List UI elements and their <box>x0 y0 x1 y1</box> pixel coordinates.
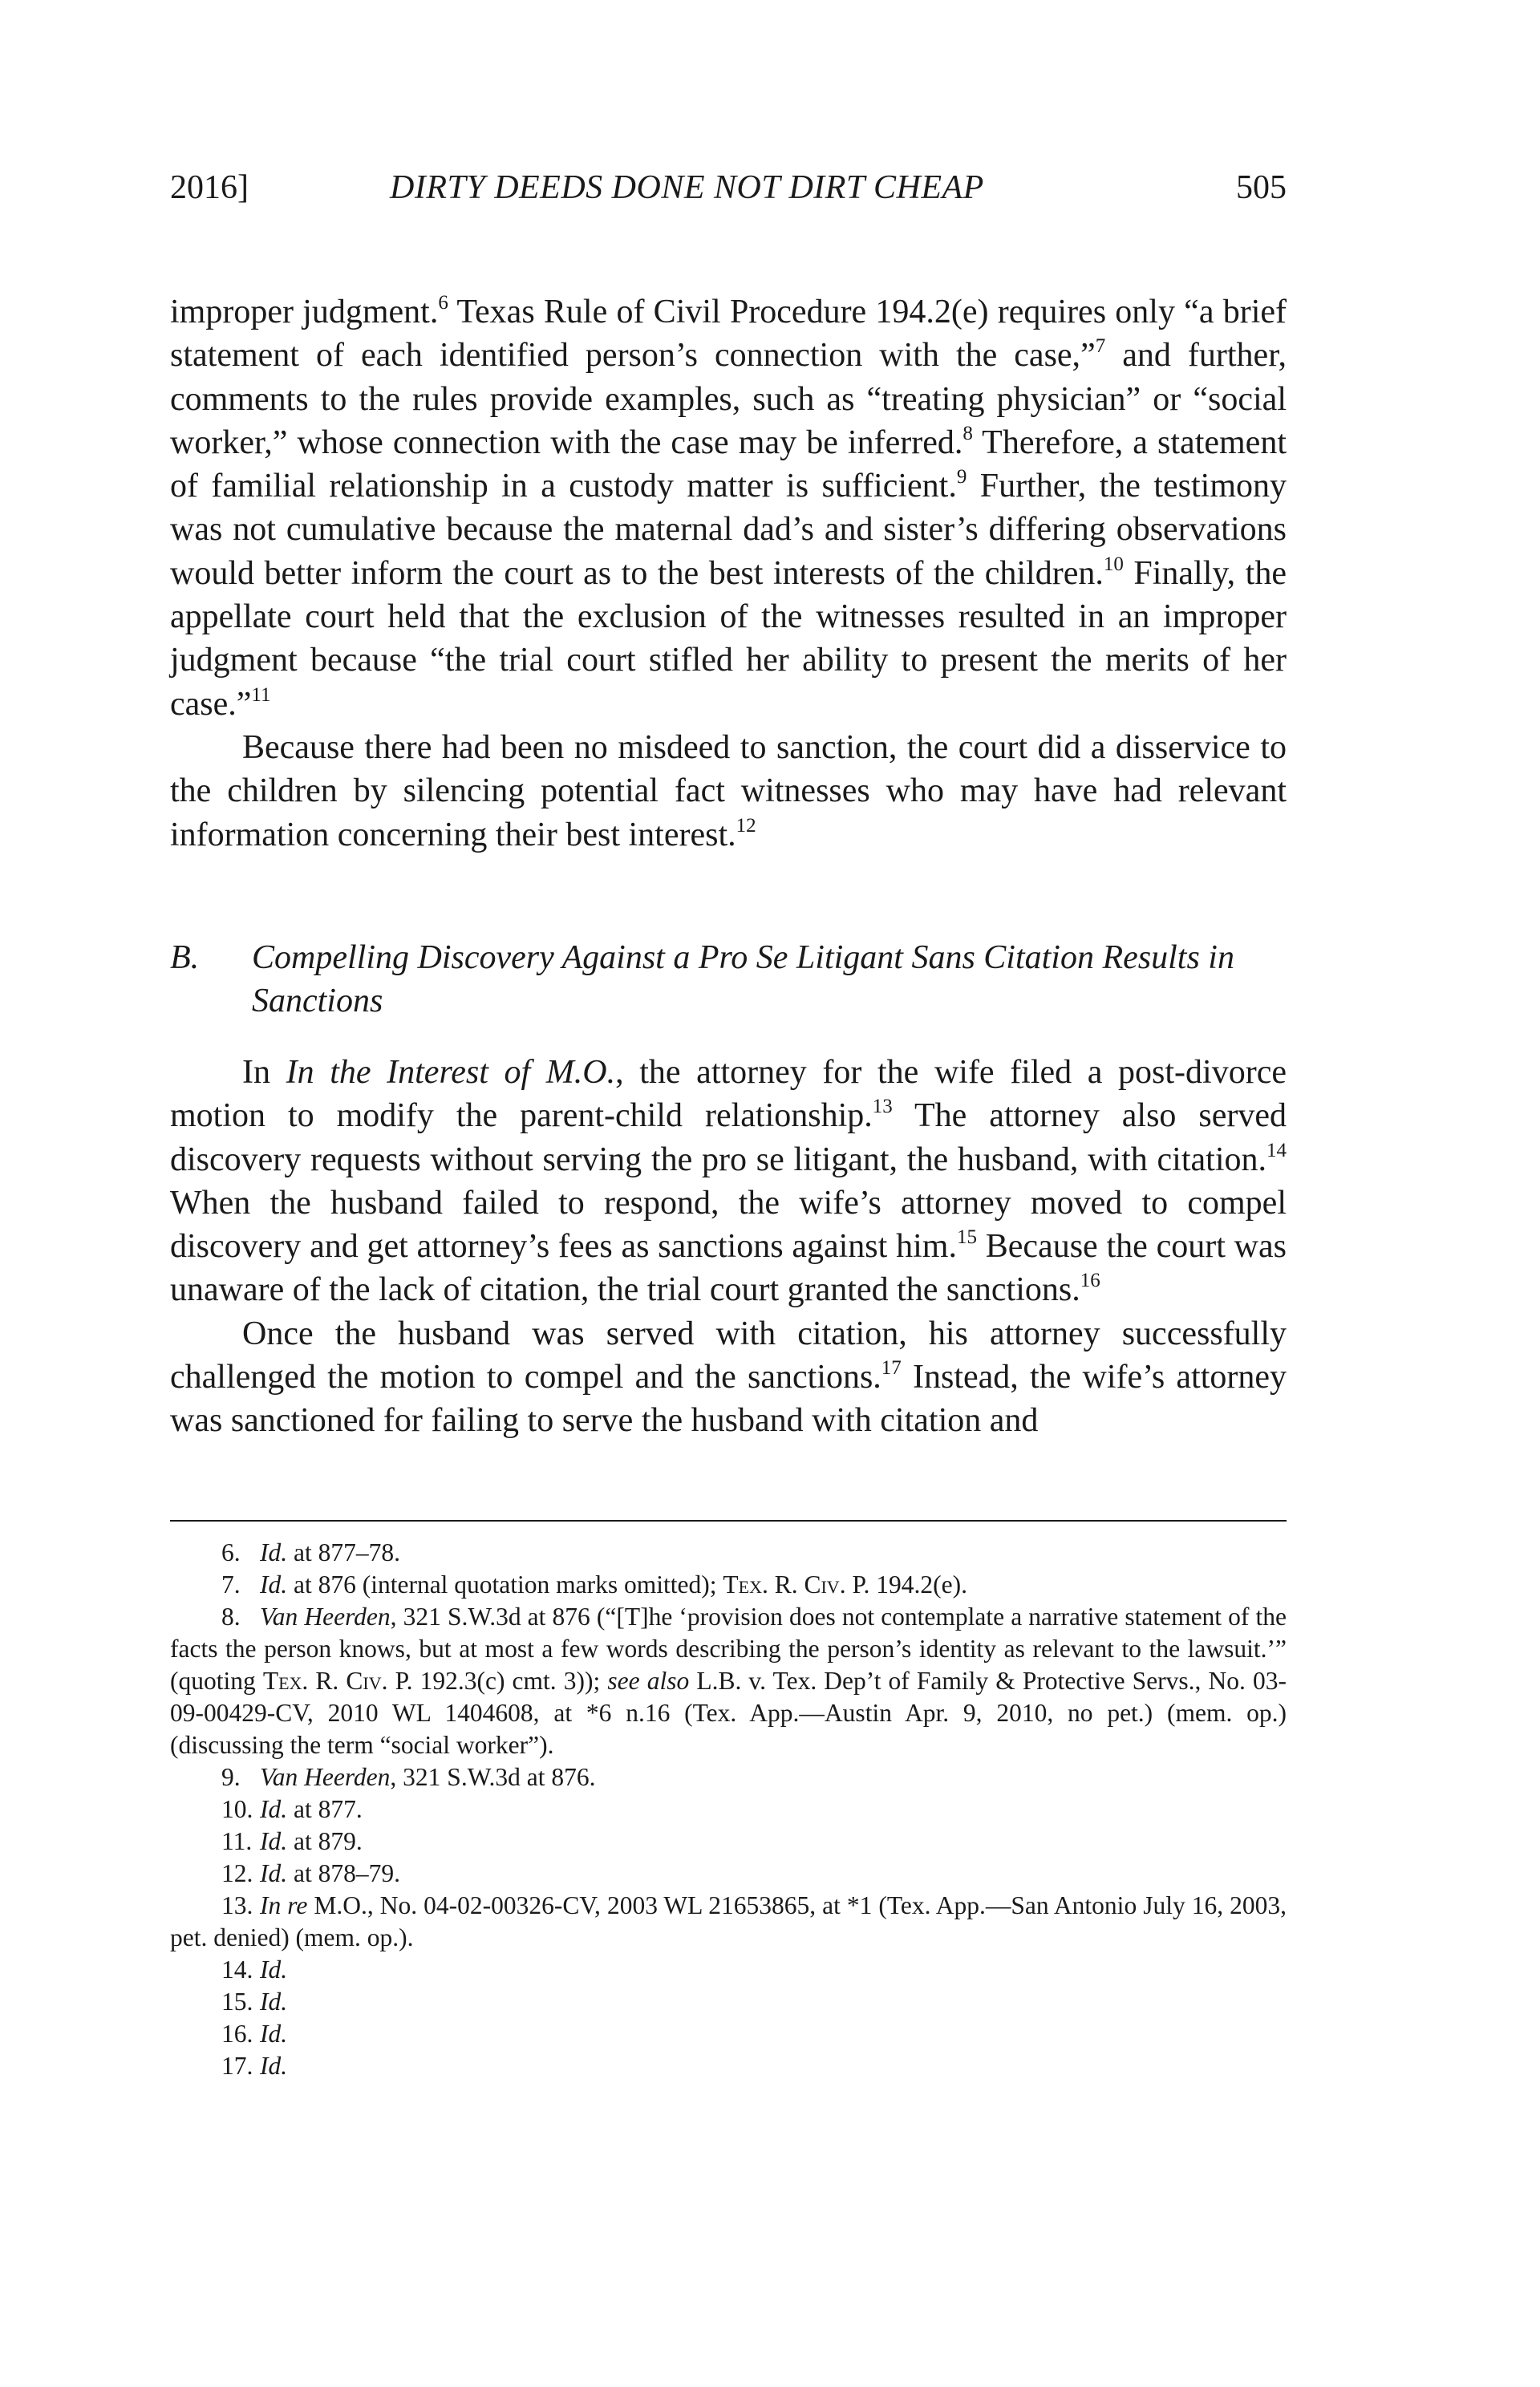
footnote-ref-9[interactable]: 9 <box>956 466 967 488</box>
footnote-11: 11. Id. at 879. <box>221 1827 363 1855</box>
footnote-ref-10[interactable]: 10 <box>1103 553 1124 575</box>
footnote-ref-15[interactable]: 15 <box>956 1226 977 1249</box>
footnote-ref-17[interactable]: 17 <box>881 1357 902 1380</box>
running-head <box>170 168 1287 209</box>
footnotes <box>170 1537 1287 2082</box>
footnote-ref-13[interactable]: 13 <box>872 1096 893 1118</box>
footnote-15: 15. Id. <box>221 1988 288 2016</box>
footnote-6: 6. Id. at 877–78. <box>221 1538 400 1566</box>
section-title: Compelling Discovery Against a Pro Se Litigant Sans Citation Results in Sanctions <box>252 939 1234 1019</box>
section-letter: B. <box>170 939 200 976</box>
footnote-ref-16[interactable]: 16 <box>1080 1270 1100 1292</box>
footnote-12: 12. Id. at 878–79. <box>221 1859 400 1887</box>
footnote-ref-7[interactable]: 7 <box>1095 335 1106 358</box>
page-number: 505 <box>1236 169 1287 206</box>
footnote-ref-14[interactable]: 14 <box>1266 1139 1287 1161</box>
footnote-ref-11[interactable]: 11 <box>251 683 271 706</box>
body-text-section-a <box>170 290 1287 857</box>
paragraph-1: improper judgment.$^6$ Texas Rule of Civil Procedure 194.2(e) requires only “a brief statement of each identified person’s connection with the case,”$^7$ and further, comments to the rules provide examples, such as “treating physician” or “social worker,” whose connection with the case may be inferred.$^8$ Therefore, a statement of familial relationship in a custody matter is sufficient.$^9$ Further, the testimony was not cumulative because the maternal dad’s and sister’s differing observations would better inform the court as to the best interests of the children.$^{10}$ Finally, the appellate court held that the exclusion of the witnesses resulted in an improper judgment because “the trial court stifled her ability to present the merits of her case.”$^{11}$ <box>170 292 1287 723</box>
footnote-ref-6[interactable]: 6 <box>438 292 448 314</box>
footnote-14: 14. Id. <box>221 1955 288 1984</box>
footnote-7: 7. Id. at 876 (internal quotation marks omitted); Tex. R. Civ. P. 194.2(e). <box>221 1570 967 1599</box>
paragraph-2: Because there had been no misdeed to sanction, the court did a disservice to the children by silencing potential fact witnesses who may have had relevant information concerning their best interest.$^{12}$ <box>170 728 1287 853</box>
footnote-divider <box>170 1520 1287 1522</box>
case-name: In the Interest of M.O. <box>286 1054 616 1091</box>
footnote-16: 16. Id. <box>221 2020 288 2048</box>
footnote-10: 10. Id. at 877. <box>221 1795 363 1823</box>
footnote-8: 8. Van Heerden, 321 S.W.3d at 876 (“[T]he ‘provision does not contemplate a narrative statement of the facts the person knows, but at most a few words describing the person’s identity as relevant to the lawsuit.’” (quoting Tex. R. Civ. P. 192.3(c) cmt. 3)); see also L.B. v. Tex. Dep’t of Family & Protective Servs., No. 03-09-00429-CV, 2010 WL 1404608, at *6 n.16 (Tex. App.—Austin Apr. 9, 2010, no pet.) (mem. op.) (discussing the term “social worker”). <box>170 1603 1287 1759</box>
footnote-9: 9. Van Heerden, 321 S.W.3d at 876. <box>221 1763 596 1791</box>
body-text-section-b <box>170 1051 1287 1443</box>
footnote-ref-12[interactable]: 12 <box>736 814 756 837</box>
paragraph-3: In In the Interest of M.O., the attorney for the wife filed a post-divorce motion to modify the parent-child relationship.$^{13}$ The attorney also served discovery requests without serving the pro se litigant, the husband, with citation.$^{14}$ When the husband failed to respond, the wife’s attorney moved to compel discovery and get attorney’s fees as sanctions against him.$^{15}$ Because the court was unaware of the lack of citation, the trial court granted the sanctions.$^{16}$ <box>170 1054 1287 1309</box>
footnote-17: 17. Id. <box>221 2052 288 2080</box>
section-heading <box>170 936 1287 1023</box>
footnote-ref-8[interactable]: 8 <box>962 422 973 444</box>
paragraph-4: Once the husband was served with citation, his attorney successfully challenged the motion to compel and the sanctions.$^{17}$ Instead, the wife’s attorney was sanctioned for failing to serve the husband with citation and <box>170 1315 1287 1440</box>
running-head-title: DIRTY DEEDS DONE NOT DIRT CHEAP <box>390 169 984 206</box>
footnote-13: 13. In re M.O., No. 04-02-00326-CV, 2003 WL 21653865, at *1 (Tex. App.—San Antonio July 16, 2003, pet. denied) (mem. op.). <box>170 1891 1287 1951</box>
running-head-year: 2016] <box>170 169 249 206</box>
